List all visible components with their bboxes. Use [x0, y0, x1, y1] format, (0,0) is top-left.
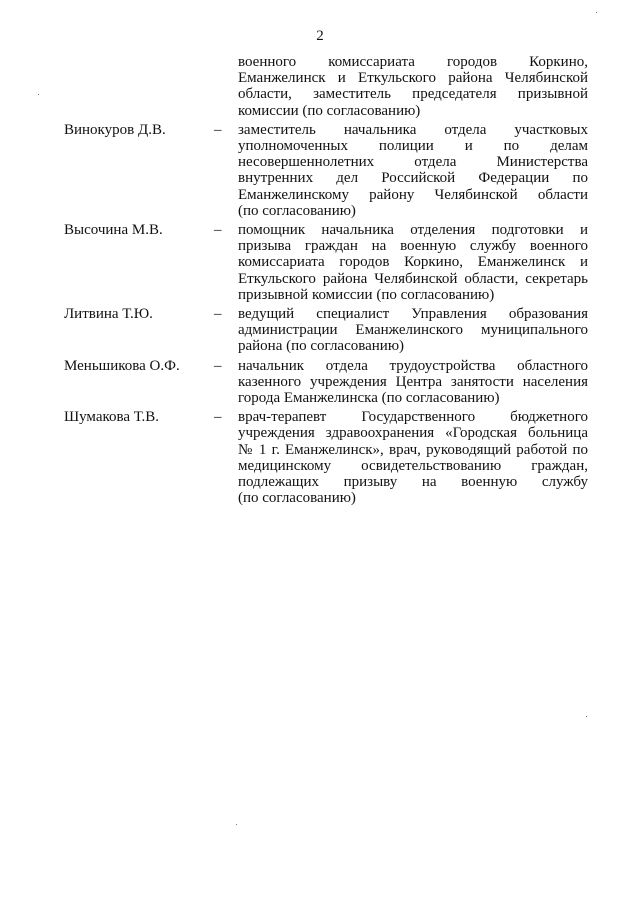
- scan-speck: [236, 824, 237, 825]
- description-line: (по согласованию): [238, 490, 356, 507]
- description-line: призыва граждан на военную службу военного: [238, 238, 588, 255]
- dash: –: [214, 306, 222, 323]
- description-line: несовершеннолетних отдела Министерства: [238, 154, 588, 171]
- member-entry: [64, 122, 588, 219]
- description-line: помощник начальника отделения подготовки и: [238, 222, 588, 239]
- description-line: ведущий специалист Управления образования: [238, 306, 588, 323]
- member-description: [238, 122, 588, 219]
- description-line: начальник отдела трудоустройства областного: [238, 357, 588, 374]
- member-name: Меньшикова О.Ф.: [64, 357, 180, 374]
- member-name: Высочина М.В.: [64, 222, 163, 239]
- description-line: района (по согласованию): [238, 338, 405, 355]
- scan-speck: [596, 12, 597, 13]
- description-line: Еманжелинск и Еткульского района Челябинской: [238, 70, 588, 87]
- description-line: комиссариата городов Коркино, Еманжелинск и: [238, 254, 588, 271]
- member-entry: [64, 306, 588, 355]
- description-line: казенного учреждения Центра занятости населения: [238, 373, 588, 390]
- member-description: [238, 409, 588, 506]
- description-line: № 1 г. Еманжелинск», врач, руководящий работой по: [238, 441, 588, 458]
- member-name: Винокуров Д.В.: [64, 121, 166, 138]
- description-line: медицинскому освидетельствованию граждан,: [238, 457, 588, 474]
- page-number: 2: [316, 28, 324, 44]
- description-line: уполномоченных полиции и по делам: [238, 138, 588, 155]
- continuation-entry: [64, 54, 588, 119]
- description-line: призывной комиссии (по согласованию): [238, 286, 495, 303]
- description-line: Еткульского района Челябинской области, секретарь: [238, 270, 588, 287]
- description-line: (по согласованию): [238, 202, 356, 219]
- description-line: военного комиссариата городов Коркино,: [238, 54, 588, 70]
- description-line: администрации Еманжелинского муниципального: [238, 322, 588, 339]
- description-line: учреждения здравоохранения «Городская больница: [238, 425, 588, 442]
- member-entry: [64, 409, 588, 506]
- member-name: Шумакова Т.В.: [64, 409, 159, 426]
- member-name: Литвина Т.Ю.: [64, 306, 153, 323]
- description-line: внутренних дел Российской Федерации по: [238, 170, 588, 187]
- scan-speck: [38, 94, 39, 95]
- description-line: Еманжелинскому району Челябинской области: [238, 186, 588, 203]
- dash: –: [214, 222, 222, 239]
- description-line: области, заместитель председателя призывной: [238, 86, 588, 103]
- member-description: [238, 222, 588, 303]
- commission-member-list: [64, 54, 588, 506]
- member-description: [238, 54, 588, 119]
- member-entry: [64, 358, 588, 407]
- member-entry: [64, 222, 588, 303]
- description-line: подлежащих призыву на военную службу: [238, 474, 588, 491]
- dash: –: [214, 357, 222, 374]
- description-line: врач-терапевт Государственного бюджетного: [238, 409, 588, 426]
- member-description: [238, 306, 588, 355]
- description-line: комиссии (по согласованию): [238, 102, 421, 119]
- description-line: города Еманжелинска (по согласованию): [238, 390, 500, 407]
- dash: –: [214, 409, 222, 426]
- dash: –: [214, 121, 222, 138]
- member-description: [238, 358, 588, 407]
- scan-speck: [586, 716, 587, 717]
- description-line: заместитель начальника отдела участковых: [238, 121, 588, 138]
